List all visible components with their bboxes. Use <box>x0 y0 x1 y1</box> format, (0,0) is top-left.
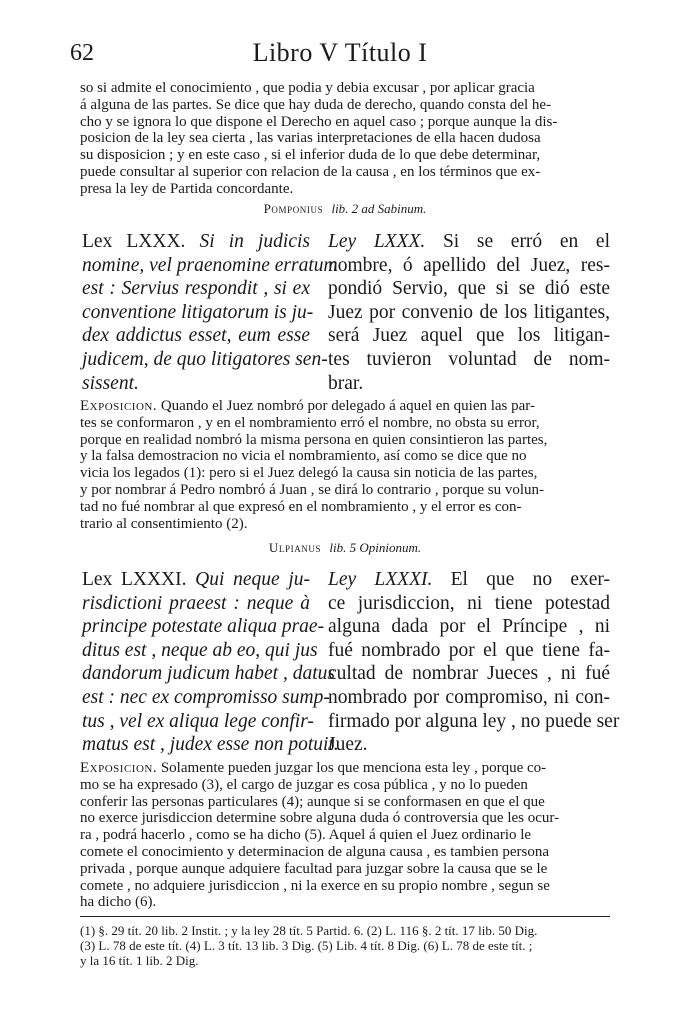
text-line: tus , vel ex aliqua lege confir- <box>82 710 314 732</box>
text-line: Juez. <box>328 734 368 756</box>
source-work: lib. 5 Opinionum. <box>329 540 422 555</box>
spanish-text-ley-80 <box>328 230 610 395</box>
text-line: Exposicion. Quando el Juez nombró por delegado á aquel en quien las par- <box>80 398 535 414</box>
intro-paragraph <box>80 80 610 198</box>
text-line: porque en realidad nombró la misma persona en quien consintieron las partes, <box>80 431 548 448</box>
text-line: y la falsa demostracion no vicia el nombramiento, así como se dice que no <box>80 448 527 465</box>
source-author: Ulpianus <box>268 540 322 555</box>
text-line: brar. <box>328 372 364 394</box>
text-line: puede consultar al superior con relacion de la causa , en los términos que ex- <box>80 163 541 180</box>
exposition-paragraph-2 <box>80 760 610 911</box>
text-line: Lex LXXXI. Qui neque ju- <box>82 569 310 590</box>
text-line: y por nombrar á Pedro nombró á Juan , se dirá lo contrario , porque su volun- <box>80 481 545 498</box>
text-line: est : Servius respondit , si ex <box>82 278 310 300</box>
text-line: dex addictus esset, eum esse <box>82 325 310 347</box>
text-line: cultad de nombrar Jueces , ni fué <box>328 663 610 685</box>
text-line: so si admite el conocimiento , que podia y debia excusar , por aplicar gracia <box>80 80 535 96</box>
text-line: Juez por convenio de los litigantes, <box>328 301 610 323</box>
text-line: sissent. <box>82 372 139 394</box>
ley-label: Ley LXXXI. <box>328 569 433 590</box>
text-line: Ley LXXXI. El que no exer- <box>328 569 610 590</box>
source-citation-pomponius <box>80 201 610 217</box>
text-line: risdictioni praeest : neque à <box>82 592 310 614</box>
text-line: posicion de la ley sea cierta , las varias interpretaciones de ella hacen dudosa <box>80 130 541 147</box>
text-line: nombrado por compromiso, ni con- <box>328 686 610 708</box>
text-line: tes tuvieron voluntad de nom- <box>328 348 610 370</box>
text-line: Ley LXXX. Si se erró en el <box>328 231 610 252</box>
latin-text-lex-81 <box>82 568 339 757</box>
text-line: tad no fué nombrar al que expresó en el nombramiento , y el error es con- <box>80 498 522 515</box>
text-line: nombre, ó apellido del Juez, res- <box>328 254 610 276</box>
text-line: comete , no adquiere jurisdiccion , ni la exerce en su propio nombre , segun se <box>80 877 550 894</box>
running-title: Libro V Título I <box>252 38 428 67</box>
exposition-paragraph-1 <box>80 398 610 532</box>
page-number: 62 <box>70 40 94 66</box>
source-work: lib. 2 ad Sabinum. <box>331 201 427 216</box>
text-line: será Juez aquel que los litigan- <box>328 325 610 347</box>
text-line: firmado por alguna ley , no puede ser <box>328 710 620 732</box>
exposition-label: Exposicion. <box>80 760 158 776</box>
text-line: est : nec ex compromisso sump- <box>82 686 330 708</box>
lex-label: Lex LXXXI. <box>82 569 187 590</box>
text-line: conferir las personas particulares (4); aunque si se conformasen en que el que <box>80 793 545 810</box>
exposition-label: Exposicion. <box>80 398 158 414</box>
text-line: dandorum judicum habet , datus <box>82 663 335 685</box>
text-line: principe potestate aliqua prae- <box>82 616 325 638</box>
text-line: Lex LXXX. Si in judicis <box>82 231 310 252</box>
footnote-line: (3) L. 78 de este tít. (4) L. 3 tít. 13 lib. 3 Dig. (5) Lib. 4 tít. 8 Dig. (6) L. 78 de este tít. ; <box>80 938 533 953</box>
text-line: ditus est , neque ab eo, qui jus <box>82 639 318 661</box>
text-line: cho y se ignora lo que dispone el Derecho en aquel caso ; porque aunque la dis- <box>80 113 558 130</box>
text-line: ce jurisdiccion, ni tiene potestad <box>328 592 610 614</box>
spanish-text-ley-81 <box>328 568 620 757</box>
footnote-line: (1) §. 29 tít. 20 lib. 2 Instit. ; y la ley 28 tít. 5 Partid. 6. (2) L. 116 §. 2 tít. 17 lib. 50 Dig. <box>80 923 538 938</box>
text-line: presa la ley de Partida concordante. <box>80 180 294 197</box>
text-line: privada , porque aunque adquiere facultad para juzgar sobre la causa que se le <box>80 860 548 877</box>
text-line: trario al consentimiento (2). <box>80 515 248 532</box>
text-line: ra , podrá hacerlo , como se ha dicho (5). Aquel á quien el Juez ordinario le <box>80 827 532 844</box>
page-header <box>70 38 610 72</box>
latin-text-lex-80 <box>82 230 338 395</box>
text-line: Exposicion. Solamente pueden juzgar los que menciona esta ley , porque co- <box>80 760 547 776</box>
text-line: pondió Servio, que si se dió este <box>328 278 610 300</box>
ley-label: Ley LXXX. <box>328 231 426 252</box>
text-line: fué nombrado por el que tiene fa- <box>328 639 610 661</box>
text-line: su disposicion ; y en este caso , si el inferior duda de lo que debe determinar, <box>80 147 541 164</box>
text-line: matus est , judex esse non potuit. <box>82 734 339 756</box>
footnote-line: y la 16 tít. 1 lib. 2 Dig. <box>80 953 199 968</box>
text-line: tes se conformaron , y en el nombramiento erró el nombre, no obsta su error, <box>80 414 540 431</box>
text-line: comete el conocimiento y determinacion de alguna causa , es tambien persona <box>80 843 549 860</box>
lex-label: Lex LXXX. <box>82 231 186 252</box>
text-line: judicem, de quo litigatores sen- <box>82 348 328 370</box>
footnotes <box>80 923 610 968</box>
text-line: vicia los legados (1): pero si el Juez delegó la causa sin noticia de las partes, <box>80 465 538 482</box>
source-author: Pomponius <box>263 201 324 216</box>
text-line: conventione litigatorum is ju- <box>82 301 314 323</box>
text-line: alguna dada por el Príncipe , ni <box>328 616 610 638</box>
text-line: nomine, vel praenomine erratum <box>82 254 338 276</box>
text-line: mo se ha expresado (3), el cargo de juzgar es cosa pública , y no lo pueden <box>80 776 528 793</box>
text-line: no exerce jurisdiccion determine sobre alguna duda ó controversia que les ocur- <box>80 810 560 827</box>
text-line: á alguna de las partes. Se dice que hay duda de derecho, quando consta del he- <box>80 96 552 113</box>
text-line: ha dicho (6). <box>80 894 157 911</box>
footnote-divider <box>80 916 610 917</box>
source-citation-ulpianus <box>80 540 610 556</box>
